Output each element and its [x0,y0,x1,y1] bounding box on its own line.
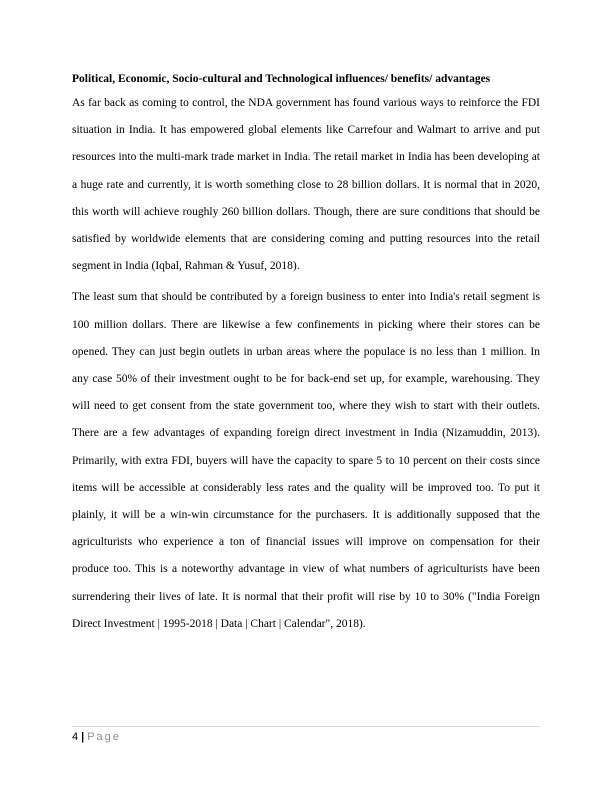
footer-separator: | [81,731,85,743]
page-footer [72,726,540,744]
section-heading: Political, Economic, Socio-cultural and Technological influences/ benefits/ advantages [72,73,491,85]
paragraph-1: As far back as coming to control, the NDA government has found various ways to reinforce the FDI situation in India. It has empowered global elements like Carrefour and Walmart to arrive and put resources into the multi-mark trade market in India. The retail market in India has been developing at a huge rate and currently, it is worth something close to 28 billion dollars. It is normal that in 2020, this worth will achieve roughly 260 billion dollars. Though, there are sure conditions that should be satisfied by worldwide elements that are considering coming and putting resources into the retail segment in India (Iqbal, Rahman & Yusuf, 2018). [72,97,540,273]
document-body [72,70,540,638]
paragraph-2: The least sum that should be contributed by a foreign business to enter into India's retail segment is 100 million dollars. There are likewise a few confinements in picking where their stores can be opened. They can just begin outlets in urban areas where the populace is no less than 1 million. In any case 50% of their investment ought to be for back-end set up, for example, warehousing. They will need to get consent from the state government too, where they wish to start with their outlets. There are a few advantages of expanding foreign direct investment in India (Nizamuddin, 2013). Primarily, with extra FDI, buyers will have the capacity to spare 5 to 10 percent on their costs since items will be accessible at considerably less rates and the quality will be improved too. To put it plainly, it will be a win-win circumstance for the purchasers. It is additionally supposed that the agriculturists who experience a ton of financial issues will improve on compensation for their produce too. This is a noteworthy advantage in view of what numbers of agriculturists have been surrendering their lives of late. It is normal that their profit will rise by 10 to 30% ("India Foreign Direct Investment | 1995-2018 | Data | Chart | Calendar", 2018). [72,291,540,630]
page-number: 4 [72,731,79,743]
page-label: Page [87,731,121,743]
